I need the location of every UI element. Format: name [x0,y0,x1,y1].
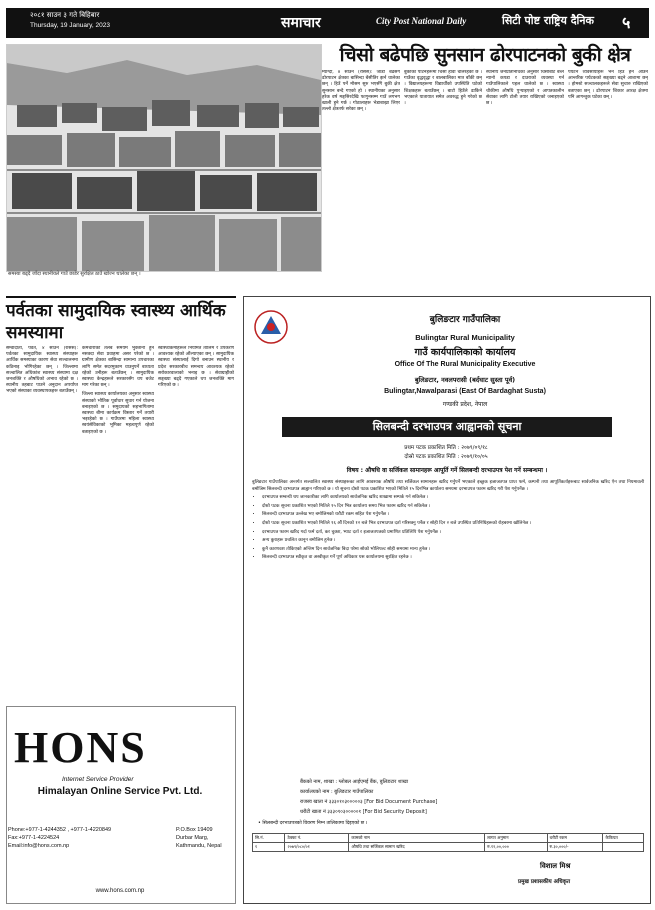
table-intro: • सिलबन्दी दरभाउपत्रको विवरण निम्न तालिकामा दिइएको छ । [258,821,368,826]
list-item: • सिलबन्दी दरभाउपत्र उल्लेख भए बमोजिमको धरौटी रकम सहित पेश गर्नुपर्नेछ । [262,512,644,519]
second-publication-date: दोस्रो पटक प्रकाशित मिति : २०७९/१०/०५ [404,454,488,460]
table-cell: रु.१२,००,००० [485,843,547,852]
left-story-column-3: स्वास्थ्यकर्मीहरूले नियमित तालिम र उपकरण आवश्यक रहेको औंल्याएका छन् । सामुदायिक स्वास्थ्य संस्थालाई दिगो बनाउन स्थानीय र प्रदेश सरकारबीच समन्वय आवश्यक रहेको सरोकारवालाको भनाइ छ । सेवाग्राहीको सङ्ख्या बढ्दै गएकाले थप जनशक्ति माग गरिएको छ । [158,346,234,389]
section-rule [6,296,236,298]
address-en: Bulingtar,Nawalparasi (East Of Bardaghat Susta) [384,388,546,395]
notice-body [252,480,644,564]
bank-accounts [300,777,620,817]
notice-subject: विषय : औषधि वा सर्जिकल सामानहरू आपूर्ति गर्ने सिलबन्दी दरभाउपत्र पेश गर्ने सम्बन्धमा । [346,467,548,474]
table-cell: रु.३०,०००/- [547,843,603,852]
table-cell: १ [253,843,285,852]
table-header: कैफियत [603,834,644,843]
table-header-row [253,834,644,843]
ad-phone: Phone:+977-1-4244352 , +977-1-4220849 [8,827,112,833]
date-english: Thursday, 19 January, 2023 [30,22,110,29]
list-item: • कुनै कारणवश तोकिएको अन्तिम दिन सार्वजनिक बिदा परेमा सोको भोलिपल्ट सोही समयमा मान्य हुनेछ । [262,547,644,554]
ad-fax: Fax:+977-1-4224524 [8,835,60,841]
list-item: • दरभाउपत्र सम्बन्धी थप जानकारीका लागि कार्यालयको सार्वजनिक खरिद शाखामा सम्पर्क गर्न सकिनेछ । [262,495,644,502]
executive-office-np: गाउँ कार्यपालिकाको कार्यालय [414,347,516,358]
first-publication-date: प्रथम पटक प्रकाशित मिति : २०७९/०९/१८ [404,445,488,451]
ad-website[interactable]: www.hons.com.np [95,888,145,894]
date-nepali: २०८१ साउन ३ गते बिहिबार [30,11,100,19]
signer-title: प्रमुख प्रशासकीय अधिकृत [518,879,570,885]
table-header: सि.नं. [253,834,285,843]
table-header: ठेक्का नं. [285,834,349,843]
table-cell: औषधि तथा सर्जिकल सामान खरिद [349,843,485,852]
office-name-np: बुलिङटार गाउँपालिका [429,315,501,325]
notice-banner: सिलबन्दी दरभाउपत्र आह्वानको सूचना [282,417,612,437]
list-item: • अन्य कुराहरू प्रचलित कानून बमोजिम हुनेछ । [262,538,644,545]
address-np: बुलिङटार, नवलपरासी (बर्दघाट सुस्ता पूर्व) [414,376,516,384]
deposit-account: धरौटी खाता नं ३३३०१०३०००००१ [For Bid Security Deposit] [300,809,427,815]
table-header: धरौटी रकम [547,834,603,843]
brand-nepali: सिटी पोष्ट राष्ट्रिय दैनिक [502,14,594,27]
ad-email: Email:info@hons.com.np [8,843,70,849]
list-item: • सिलबन्दी दरभाउपत्र स्वीकृत वा अस्वीकृत गर्ने पूर्ण अधिकार यस कार्यालयमा सुरक्षित रहनेछ । [262,555,644,562]
table-header: कामको नाम [349,834,485,843]
top-story-column-4: पर्यटन व्यवसायीहरू भने हिउँ हेर्न आउने आन्तरिक पर्यटकको सङ्ख्या बढ्ने आशामा छन् । होमस्टे सञ्चालकहरूले सेवा सुचारु राखिएको बताएका छन् । ढोरपाटन शिकार आरक्ष क्षेत्रमा पनि आगन्तुक घटेका छन् । [568,70,648,100]
government-emblem-icon [254,310,288,344]
ad-street: Durbar Marg, [176,835,209,841]
table-row [253,843,644,852]
top-story-column-2: बुकीका पाटनहरूमा चिसो हावा चलिरहेको छ । गाउँका वृद्धवृद्धा र बालबालिका मात्र बाँकी छन् । विद्यालयहरूमा विद्यार्थीको उपस्थिति घटेको शिक्षकहरू बताउँछन् । बाटो हिउँले ढाकिने भएकाले यातायात समेत अवरुद्ध हुने गरेको छ । [404,70,482,107]
top-story-column-3: स्थानीय जनप्रतिनिधिका अनुसार चिसोबाट बच्न न्यानो कपडा र दाउराको व्यवस्था गर्न गाउँपालिकाले पहल थालेको छ । स्वास्थ्य चौकीमा औषधि पु‍र्‍याइएको र आपतकालीन सेवाका लागि टोली तयार राखिएको जनाइएको छ । [486,70,564,107]
revenue-account: राजस्व खाता नं ३३३०१०३०००००३ [For Bid Document Purchase] [300,799,438,805]
signer-name: विशाल मिश्र [540,862,571,870]
top-headline[interactable]: चिसो बढेपछि सुनसान ढोरपाटनको बुकी क्षेत्र [339,44,631,66]
left-story-column-1: सम्वादाता, पर्वत, ४ साउन (रासस): पर्वतका सामुदायिक स्वास्थ्य संस्थाहरू आर्थिक समस्याका कारण सेवा सञ्चालनमा कठिनाइ भोगिरहेका छन् । जिल्लामा सञ्चालित अधिकांश स्वास्थ्य संस्थामा दक्ष जनशक्ति र औषधिको अभाव रहेको छ । स्थानीय तहबाट पाउने अनुदान अपर्याप्त भएको संस्थाका व्यवस्थापकहरू बताउँछन् । [6,346,78,395]
left-story-column-2: कर्मचारीको तलब समयमै भुक्तानी हुन नसक्दा सेवा प्रवाहमा असर परेको छ । ग्रामीण क्षेत्रका बासिन्दा सामान्य उपचारका लागि समेत सदरमुकाम धाउनुपर्ने बाध्यता रहेको उनीहरू बताउँछन् । सामुदायिक स्वास्थ्य केन्द्रहरूले सरकारसँग थप बजेट माग गरेका छन् । जिल्ला स्वास्थ्य कार्यालयका अनुसार स्वास्थ्य संस्थाको भौतिक पूर्वाधार सुधार गर्न योजना बनाइएको छ । समुदायको सहभागितामा स्वास्थ्य बीमा कार्यक्रम विस्तार गर्ने तयारी भइरहेको छ । गाउँघरमा महिला स्वास्थ्य स्वयंसेविकाको भूमिका महत्वपूर्ण रहेको बताइएको छ । [82,346,154,435]
page-number: ५ [622,13,631,32]
section-name: समाचार [281,15,321,31]
list-item: • दरभाउपत्र फारम खरिद गर्दा फर्म दर्ता, कर चुक्ता, भ्याट दर्ता र इजाजतपत्रको प्रमाणित प्रतिलिपि पेश गर्नुपर्नेछ । [262,530,644,537]
office-name-en: Bulingtar Rural Municipality [415,333,515,342]
tender-table [252,833,644,852]
executive-office-en: Office Of The Rural Municipality Executive [394,361,536,368]
top-story-column-1: म्याग्दी, ४ साउन (रासस): जाडो बढेसँगै ढोरपाटन क्षेत्रका बासिन्दा बेंसीतिर झर्न थालेका छन् । हिउँ पर्ने मौसम सुरु भएसँगै बुकी क्षेत्र सुनसान बन्दै गएको हो । स्थानीयका अनुसार हरेक वर्ष मङ्सिरदेखि फागुनसम्म गाउँ लगभग खाली हुने गर्छ । गोठालाहरू भेडाबाख्रा लिएर तल्लो क्षेत्रतर्फ सरेका छन् । [322,70,400,113]
list-item: • दोस्रो पटक सूचना प्रकाशित भएको मितिले १६ औं दिनको १२ बजे भित्र दरभाउपत्र दर्ता गरिसक्नु पर्नेछ र सोही दिन २ बजे उपस्थित प्रतिनिधिहरूको रोहबरमा खोलिनेछ । [262,521,644,528]
brand-english: City Post National Daily [376,16,467,26]
table-cell: २०७९/०८०/०१ [285,843,349,852]
ad-address [176,826,232,850]
photo-caption: समस्या बढ्दै जाँदा स्थानीयले गाउँ छाडेर सुरक्षित ठाउँ खोज्न थालेका छन् । [8,271,141,277]
ad-tagline: Internet Service Provider [62,776,134,783]
ad-company-name: Himalayan Online Service Pvt. Ltd. [37,786,203,797]
list-item: • दोस्रो पटक सूचना प्रकाशित भएको मितिले १५ दिन भित्र कार्यालय समय भित्र फारम खरिद गर्न सकिनेछ । [262,504,644,511]
table-header: लागत अनुमान [485,834,547,843]
ad-pobox: P.O.Box 19409 [176,827,213,833]
left-headline[interactable]: पर्वतका सामुदायिक स्वास्थ्य आर्थिक समस्यामा [6,301,226,343]
notice-intro: बुलिङटार गाउँपालिका अन्तर्गत सञ्चालित स्वास्थ्य संस्थाहरूका लागि आवश्यक औषधि तथा सर्जिकल सामानहरू खरिद गर्नुपर्ने भएकाले इच्छुक इजाजतपत्र प्राप्त फर्म, कम्पनी तथा आपूर्तिकर्ताहरूबाट सार्वजनिक खरिद ऐन तथा नियमावली बमोजिम सिलबन्दी दरभाउपत्र आह्वान गरिएको छ । यो सूचना दोस्रो पटक प्रकाशित भएको मितिले १५ दिनभित्र कार्यालय समयमा दरभाउपत्र फारम खरिद गरी पेश गर्नुपर्नेछ । [252,480,644,492]
notice-bullets [252,495,644,562]
masthead [6,8,649,38]
bank-name: बैंकको नाम, शाखा : ग्लोबल आईएमई बैंक, बुलिङटार शाखा [300,779,409,785]
ad-contact [8,826,128,850]
province: गण्डकी प्रदेश, नेपाल [442,401,488,408]
village-photo [6,44,322,272]
table-cell [603,843,644,852]
hons-logo: HONS [14,723,147,772]
account-holder: कार्यालयको नाम : बुलिङटार गाउँपालिका [300,789,374,795]
ad-city: Kathmandu, Nepal [176,843,222,849]
